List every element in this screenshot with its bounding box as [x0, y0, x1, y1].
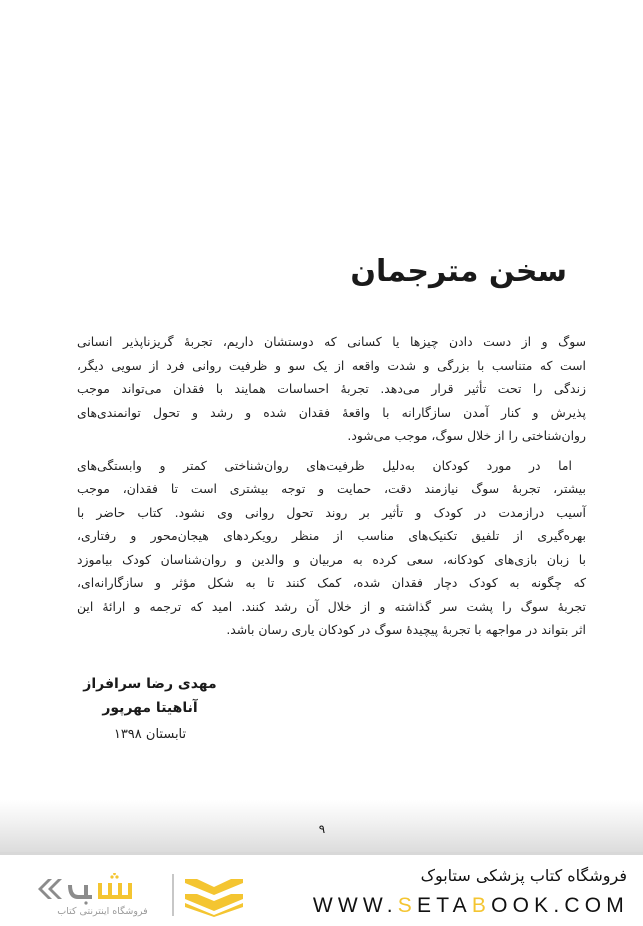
translator-name-1: مهدی رضا سرافراز: [83, 676, 217, 692]
text-line: است که متناسب با بزرگی و شدت واقعه از یک سو و ظرفیت روانی فرد از سویی دیگر،: [77, 357, 586, 373]
url-part: ETA: [416, 894, 472, 917]
text-line: با زبان بازی‌های کودکانه، سعی کرده به مربیان و والدین و روان‌شناسان کودک بیاموزد: [77, 551, 586, 567]
url-part: OOK.COM: [491, 894, 629, 917]
footer-divider: [0, 852, 643, 855]
translators-signature: [70, 672, 230, 748]
text-line: اثر بتواند در مواجهه با تجربهٔ پیچیدهٔ سوگ در کودکان یاری رسان باشد.: [226, 622, 586, 637]
text-line: زندگی را تحت تأثیر قرار می‌دهد. تجربهٔ احساسات همایند با فقدان می‌تواند موجب: [77, 381, 586, 396]
chapter-title: سخن مترجمان: [350, 254, 567, 289]
text-line: اما در مورد کودکان به‌دلیل ظرفیت‌های روان‌شناختی کمتر و وابستگی‌های: [77, 457, 572, 473]
text-line: سوگ و از دست دادن چیزها یا کسانی که دوستشان داریم، تجربهٔ گریزناپذیر انسانی: [77, 334, 586, 349]
text-line: آسیب درازمدت در کودک و تأثیر بر روند تحول روانی وی نشود. کتاب حاضر با: [77, 504, 586, 520]
text-line: پذیرش و کنار آمدن سازگارانه با واقعهٔ فقدان شده و رشد و تحول توانمندی‌های: [77, 404, 586, 420]
logo-tagline: فروشگاه اینترنتی کتاب: [57, 906, 148, 917]
paragraph-1: [77, 330, 586, 448]
text-line: بهره‌گیری از تلفیق تکنیک‌های مناسب از منظر رویکردهای هیجان‌محور و رفتاری،: [77, 528, 586, 543]
page-number: ۹: [318, 822, 326, 836]
url-part-highlight: B: [471, 894, 492, 917]
store-url-link[interactable]: [313, 894, 629, 918]
setabook-wordmark-icon: [34, 873, 164, 905]
url-part: WWW.: [312, 894, 398, 917]
paragraph-2: [77, 454, 586, 642]
logo-separator: [172, 874, 174, 916]
store-name: فروشگاه کتاب پزشکی ستابوک: [420, 866, 627, 885]
text-line: روان‌شناختی را از خلال سوگ، موجب می‌شود.: [347, 428, 586, 443]
signature-date: تابستان ۱۳۹۸: [113, 727, 187, 742]
body-text: [77, 330, 586, 648]
text-line: تجربهٔ سوگ را پشت سر گذاشته و از خلال آن رشد کنند. امید که ترجمه و ارائهٔ این: [77, 598, 586, 614]
url-part-highlight: S: [397, 894, 417, 917]
setabook-chevron-logo-icon: [183, 877, 245, 917]
text-line: که چگونه به کودک دچار فقدان شده، کمک کنند تا به شکل مؤثر و سازگارانه‌ای،: [77, 575, 586, 590]
text-line: بیشتر، تجربهٔ سوگ نیازمند دقت، حمایت و توجه بیشتری است تا فقدان، موجب: [77, 481, 586, 496]
translator-name-2: آناهیتا مهرپور: [102, 700, 198, 716]
